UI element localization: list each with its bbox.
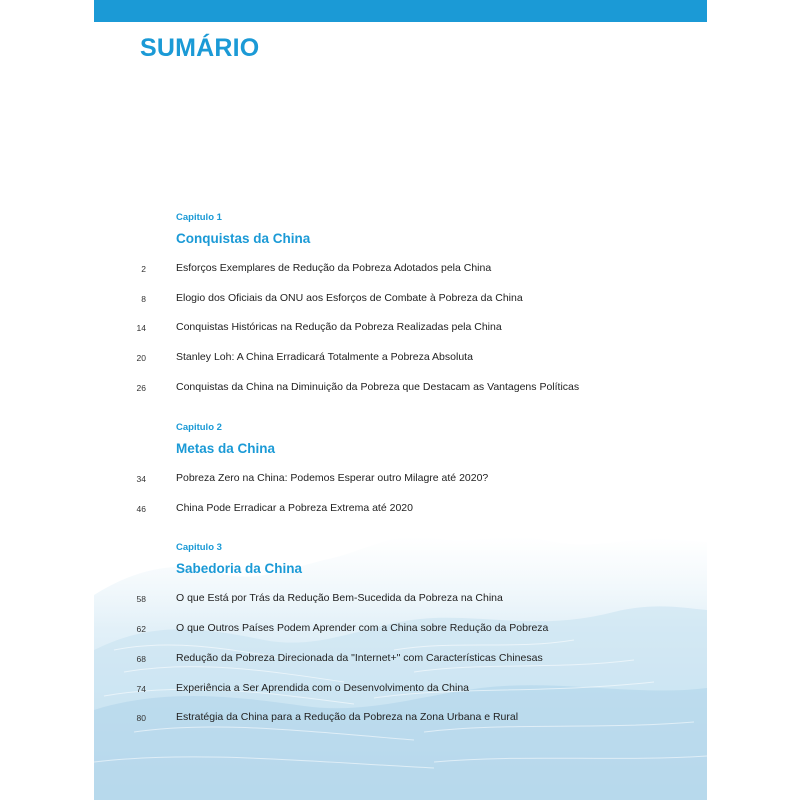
chapter-label: Capitulo 1 <box>176 212 222 223</box>
entry-page-number: 74 <box>136 684 146 694</box>
entry-page-number: 20 <box>136 353 146 363</box>
toc-entry[interactable]: Stanley Loh: A China Erradicará Totalmente a Pobreza Absoluta <box>176 351 473 363</box>
toc-entry[interactable]: Conquistas da China na Diminuição da Pobreza que Destacam as Vantagens Políticas <box>176 381 580 393</box>
toc-entry[interactable]: O que Está por Trás da Redução Bem-Sucedida da Pobreza na China <box>176 592 503 604</box>
toc-entry[interactable]: Experiência a Ser Aprendida com o Desenvolvimento da China <box>176 682 470 694</box>
chapter-title: Conquistas da China <box>176 231 311 246</box>
toc-entry[interactable]: Estratégia da China para a Redução da Pobreza na Zona Urbana e Rural <box>176 711 519 723</box>
toc-entry[interactable]: Elogio dos Oficiais da ONU aos Esforços de Combate à Pobreza da China <box>176 292 523 304</box>
toc-entry[interactable]: O que Outros Países Podem Aprender com a China sobre Redução da Pobreza <box>176 622 549 634</box>
toc-entry[interactable]: Esforços Exemplares de Redução da Pobreza Adotados pela China <box>176 262 492 274</box>
toc-page <box>94 0 707 800</box>
entry-page-number: 80 <box>136 713 146 723</box>
toc-entry[interactable]: Conquistas Históricas na Redução da Pobreza Realizadas pela China <box>176 321 502 333</box>
entry-page-number: 34 <box>136 474 146 484</box>
entry-page-number: 46 <box>136 504 146 514</box>
entry-page-number: 2 <box>141 264 146 274</box>
toc-entry[interactable]: Redução da Pobreza Direcionada da "Internet+" com Características Chinesas <box>176 652 543 664</box>
chapter-label: Capitulo 2 <box>176 422 222 433</box>
chapter-title: Sabedoria da China <box>176 561 303 576</box>
chapter-title: Metas da China <box>176 441 276 456</box>
entry-page-number: 62 <box>136 624 146 634</box>
entry-page-number: 26 <box>136 383 146 393</box>
entry-page-number: 8 <box>141 294 146 304</box>
chapter-label: Capitulo 3 <box>176 542 222 553</box>
entry-page-number: 14 <box>136 323 146 333</box>
toc-entry[interactable]: China Pode Erradicar a Pobreza Extrema até 2020 <box>176 502 413 514</box>
toc-entry[interactable]: Pobreza Zero na China: Podemos Esperar outro Milagre até 2020? <box>176 472 489 484</box>
header-bar <box>94 0 707 22</box>
page-title: SUMÁRIO <box>140 34 260 62</box>
entry-page-number: 68 <box>136 654 146 664</box>
entry-page-number: 58 <box>136 594 146 604</box>
